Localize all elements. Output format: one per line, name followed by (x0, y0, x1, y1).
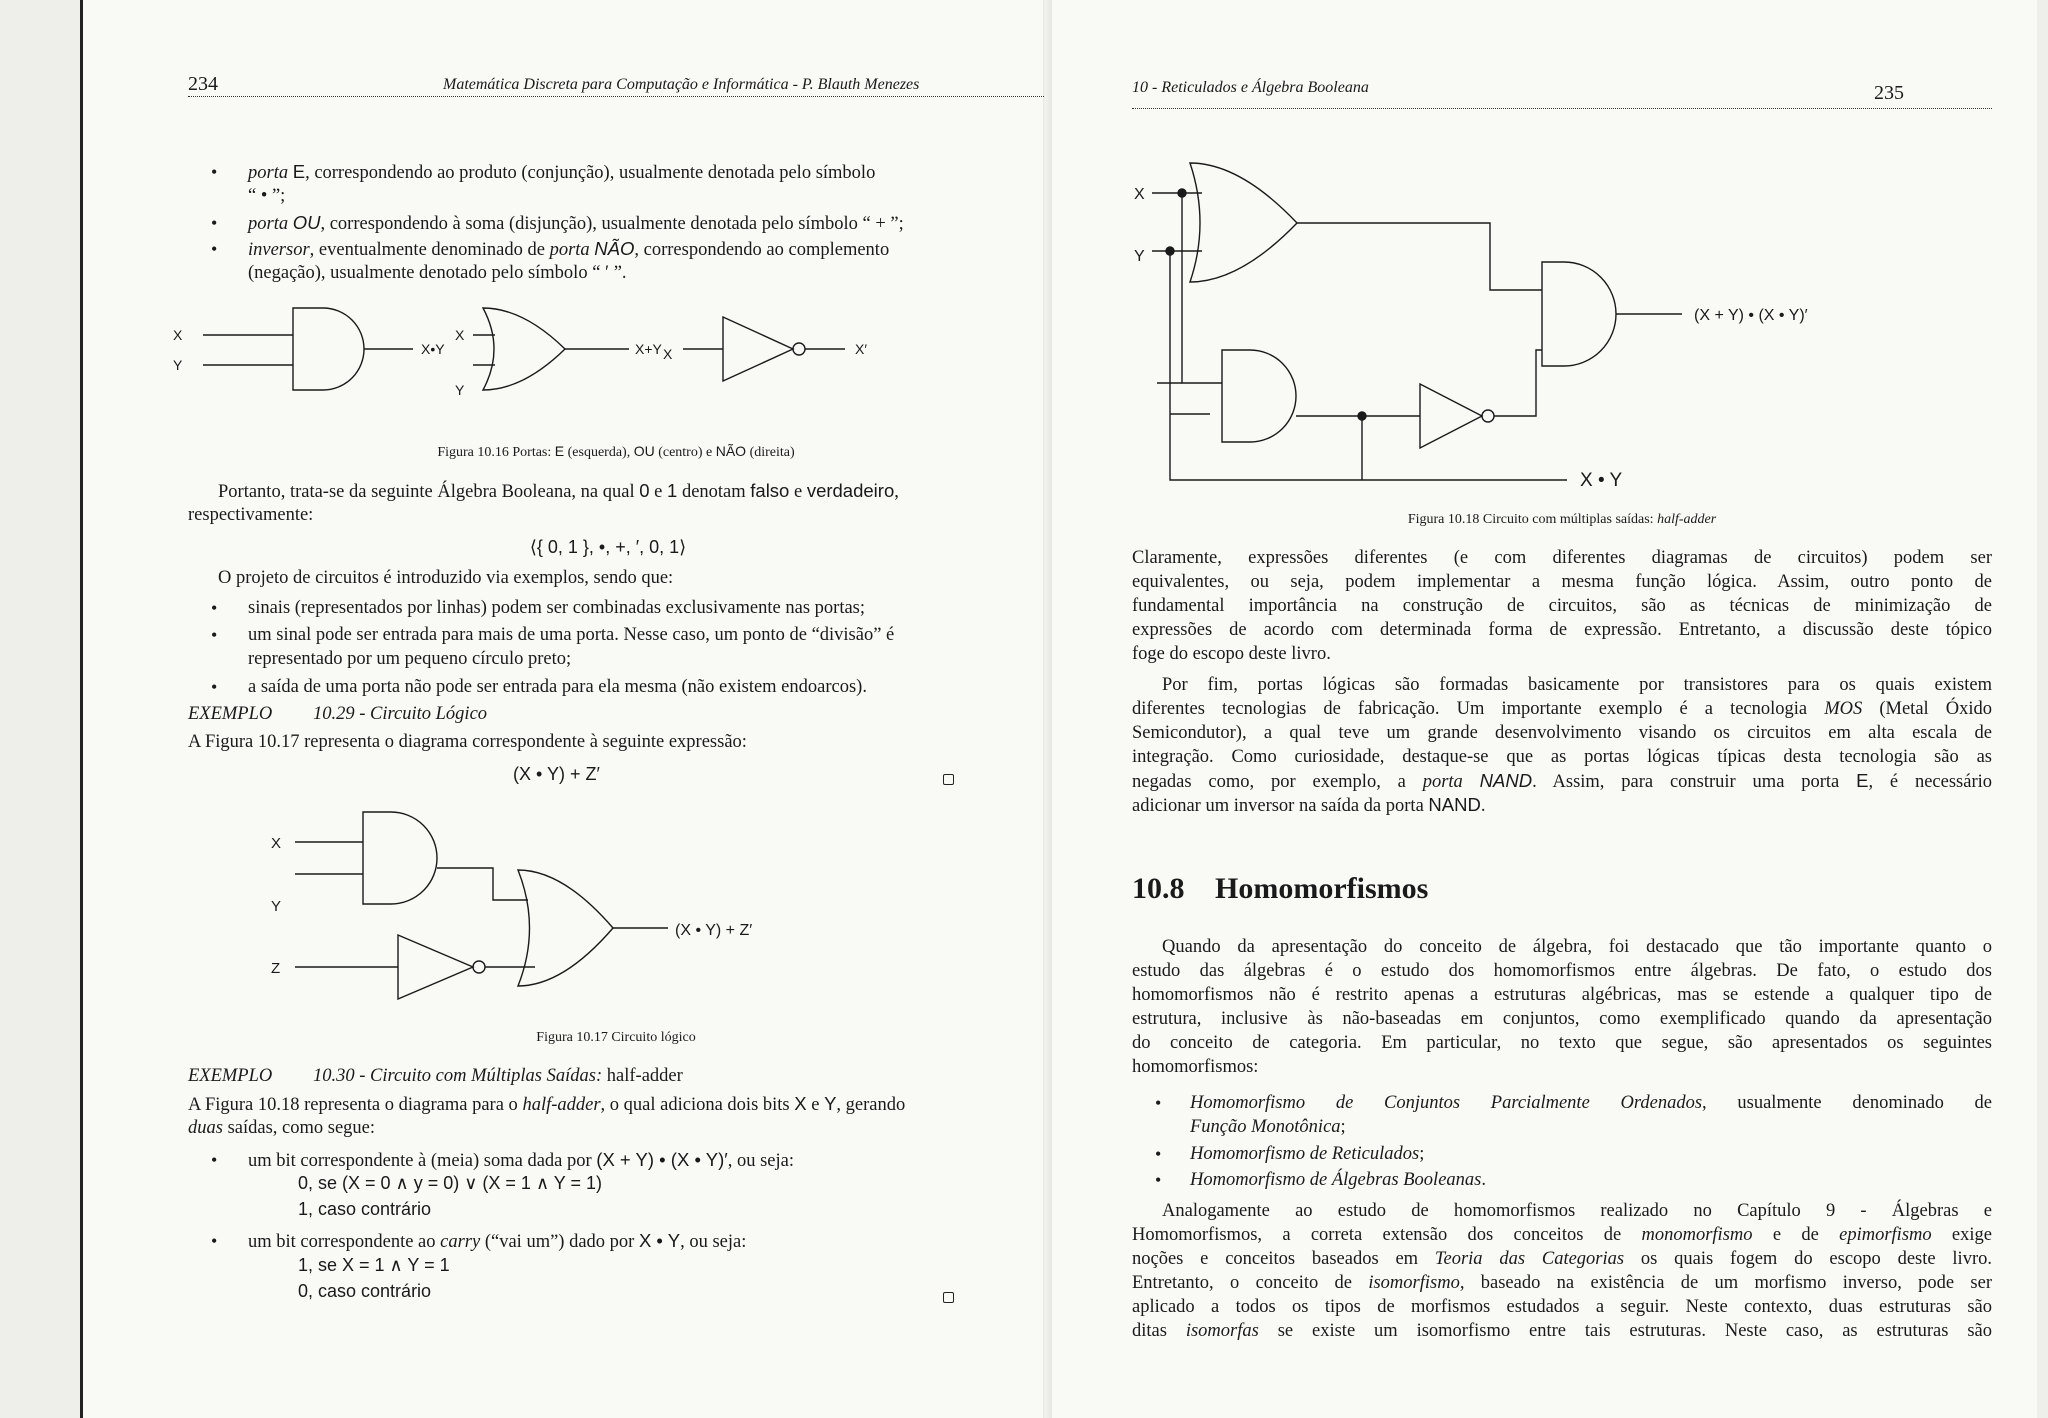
list-item-cont: (negação), usualmente denotado pelo símbolo “ ′ ”. (248, 263, 627, 283)
running-header: 10 - Reticulados e Álgebra Booleana (1132, 79, 1369, 96)
running-header: Matemática Discreta para Computação e Informática - P. Blauth Menezes (443, 76, 920, 93)
section-number: 10.8 (1132, 872, 1185, 905)
input-x: X (271, 835, 282, 852)
case-line: 1, caso contrário (298, 1199, 432, 1219)
list-item: inversor, eventualmente denominado de porta NÃO, correspondendo ao complemento (248, 238, 890, 260)
list-item: Homomorfismo de Conjuntos Parcialmente Ordenados, usualmente denominado de (1190, 1093, 1992, 1113)
and-input-x: X (173, 327, 183, 343)
figure-10-17 (263, 800, 963, 1000)
list-item: sinais (representados por linhas) podem ser combinadas exclusivamente nas portas; (248, 598, 866, 618)
and-gate (203, 308, 413, 390)
and-gate-output (1542, 262, 1616, 366)
section-title: Homomorfismos (1215, 872, 1429, 905)
list-item: um bit correspondente à (meia) soma dada por (X + Y) • (X • Y)′, ou seja: (248, 1149, 794, 1171)
not-gate (1420, 384, 1482, 448)
bullet: • (211, 677, 218, 697)
figure-10-17-caption: Figura 10.17 Circuito lógico (536, 1030, 696, 1045)
or-input-y: Y (455, 382, 465, 398)
bullet: • (211, 162, 218, 182)
paragraph: A Figura 10.18 representa o diagrama para o half-adder, o qual adiciona dois bits X e Y, gerando (188, 1093, 906, 1115)
paragraph-cont: respectivamente: (188, 505, 314, 525)
input-y: Y (1134, 248, 1145, 265)
header-rule (188, 96, 1044, 97)
list-item: a saída de uma porta não pode ser entrada para ela mesma (não existem endoarcos). (248, 677, 867, 697)
figure-10-16 (173, 295, 1033, 420)
or-gate (518, 870, 613, 986)
figure-10-16-caption: Figura 10.16 Portas: E (esquerda), OU (centro) e NÃO (direita) (437, 443, 795, 460)
list-item-cont: representado por um pequeno círculo preto; (248, 649, 572, 669)
list-item: Homomorfismo de Reticulados; (1190, 1144, 1425, 1164)
not-output: X′ (855, 341, 867, 357)
example-label: EXEMPLO (188, 1066, 273, 1086)
or-gate (473, 308, 629, 390)
input-x: X (1134, 186, 1145, 203)
bullet: • (1155, 1093, 1162, 1113)
paragraph-cont: duas saídas, como segue: (188, 1118, 376, 1138)
example-title: 10.29 - Circuito Lógico (313, 704, 488, 724)
end-of-example-icon (943, 1292, 954, 1303)
bullet: • (211, 598, 218, 618)
list-item: porta E, correspondendo ao produto (conjunção), usualmente denotada pelo símbolo (248, 161, 876, 183)
bullet: • (211, 625, 218, 645)
output-carry: X • Y (1580, 470, 1623, 490)
bullet: • (1155, 1144, 1162, 1164)
not-gate (683, 317, 845, 381)
or-output: X+Y (635, 341, 662, 357)
left-page (80, 0, 1043, 1418)
figure-10-18-caption: Figura 10.18 Circuito com múltiplas saídas: half-adder (1407, 512, 1717, 527)
algebra-expression: ⟨{ 0, 1 }, •, +, ′, 0, 1⟩ (529, 537, 687, 557)
bullet: • (1155, 1170, 1162, 1190)
example-label: EXEMPLO (188, 704, 273, 724)
page-number: 235 (1874, 82, 1904, 104)
not-input: X (663, 346, 673, 362)
example-expression: (X • Y) + Z′ (513, 764, 600, 784)
bullet: • (211, 239, 218, 259)
and-gate (363, 812, 437, 904)
right-page: 10 - Reticulados e Álgebra Booleana 235 X Y (X + Y) • (X • Y)′ X • Y Figura 10.18 Circuito com múltiplas saídas: half-adder Claramente, expressões diferentes (e com diferentes diagramas de circuitos) podem ser equivalentes, ou seja, podem implementar a mesma função lógica. Assim, outro ponto de fundamental importância na construção de circuitos, são as técnicas de minimização de expressões de acordo com determinada forma de expressão. Entretanto, a discussão deste tópico foge do escopo deste livro. Por fim, portas lógicas são formadas basicamente por transistores para os quais existem diferentes tecnologias de fabricação. Um importante exemplo é a tecnologia MOS (Metal Óxido Semicondutor), a qual teve um grande desenvolvimento visando os circuitos em alta escala de integração. Como curiosidade, destaque-se que as portas lógicas típicas desta tecnologia são as negadas como, por exemplo, a porta NAND. Assim, para construir uma porta E, é necessário adicionar um inversor na saída da porta NAND. 10.8 Homomorfismos Quando da apresentação do conceito de álgebra, foi destacado que tão importante quanto o estudo das álgebras é o estudo dos homomorfismos entre álgebras. De fato, o estudo dos homomorfismos não é restrito apenas a estruturas algébricas, mas se estende a qualquer tipo de estrutura, inclusive às não-baseadas em conjuntos, como exemplificado quando da apresentação do conceito de categoria. Em particular, no texto que segue, são apresentados os seguintes homomorfismos: • Homomorfismo de Conjuntos Parcialmente Ordenados, usualmente denominado de Função Monotônica; • Homomorfismo de Reticulados; • Homomorfismo de Álgebras Booleanas. Analogamente ao estudo de homomorfismos realizado no Capítulo 9 - Álgebras e Homomorfismos, a correta extensão dos conceitos de monomorfismo e de epimorfismo exige noções e conceitos baseados em Teoria das Categorias os quais fogem do escopo deste livro. Entretanto, o conceito de isomorfismo, baseado na existência de um morfismo inverso, pode ser aplicado a todos os tipos de morfismos estudados a seguir. Neste contexto, duas estruturas são ditas isomorfas se existe um isomorfismo entre tais estruturas. Neste caso, as estruturas são (1052, 0, 2037, 1418)
and-gate (1222, 350, 1296, 442)
bullet: • (211, 1231, 218, 1251)
list-item: um bit correspondente ao carry (“vai um”) dado por X • Y, ou seja: (248, 1230, 747, 1252)
case-line: 0, caso contrário (298, 1281, 432, 1301)
paragraph: O projeto de circuitos é introduzido via exemplos, sendo que: (218, 568, 674, 588)
paragraph: A Figura 10.17 representa o diagrama correspondente à seguinte expressão: (188, 732, 747, 752)
list-item-cont: Função Monotônica; (1190, 1117, 1346, 1137)
output-label: (X • Y) + Z′ (675, 922, 753, 939)
bullet: • (211, 213, 218, 233)
header-rule (1132, 108, 1992, 109)
case-line: 1, se X = 1 ∧ Y = 1 (298, 1255, 450, 1275)
input-y: Y (271, 898, 282, 915)
paragraph: Portanto, trata-se da seguinte Álgebra Booleana, na qual 0 e 1 denotam falso e verdadeiro, (218, 480, 899, 502)
list-item: Homomorfismo de Álgebras Booleanas. (1190, 1170, 1486, 1190)
case-line: 0, se (X = 0 ∧ y = 0) ∨ (X = 1 ∧ Y = 1) (298, 1173, 602, 1193)
or-gate (1190, 163, 1297, 282)
output-sum: (X + Y) • (X • Y)′ (1694, 307, 1808, 324)
not-gate (398, 935, 473, 999)
list-item-cont: “ • ”; (248, 186, 286, 206)
end-of-example-icon (943, 774, 954, 785)
or-input-x: X (455, 327, 465, 343)
and-output: X•Y (421, 341, 445, 357)
bullet: • (211, 1150, 218, 1170)
example-title: 10.30 - Circuito com Múltiplas Saídas: half-adder (313, 1066, 683, 1086)
list-item: um sinal pode ser entrada para mais de uma porta. Nesse caso, um ponto de “divisão” é (248, 625, 895, 645)
figure-10-18 (1122, 150, 1992, 490)
input-z: Z (271, 960, 281, 977)
and-input-y: Y (173, 357, 183, 373)
page-number: 234 (188, 73, 218, 95)
list-item: porta OU, correspondendo à soma (disjunção), usualmente denotada pelo símbolo “ + ”; (248, 212, 904, 234)
